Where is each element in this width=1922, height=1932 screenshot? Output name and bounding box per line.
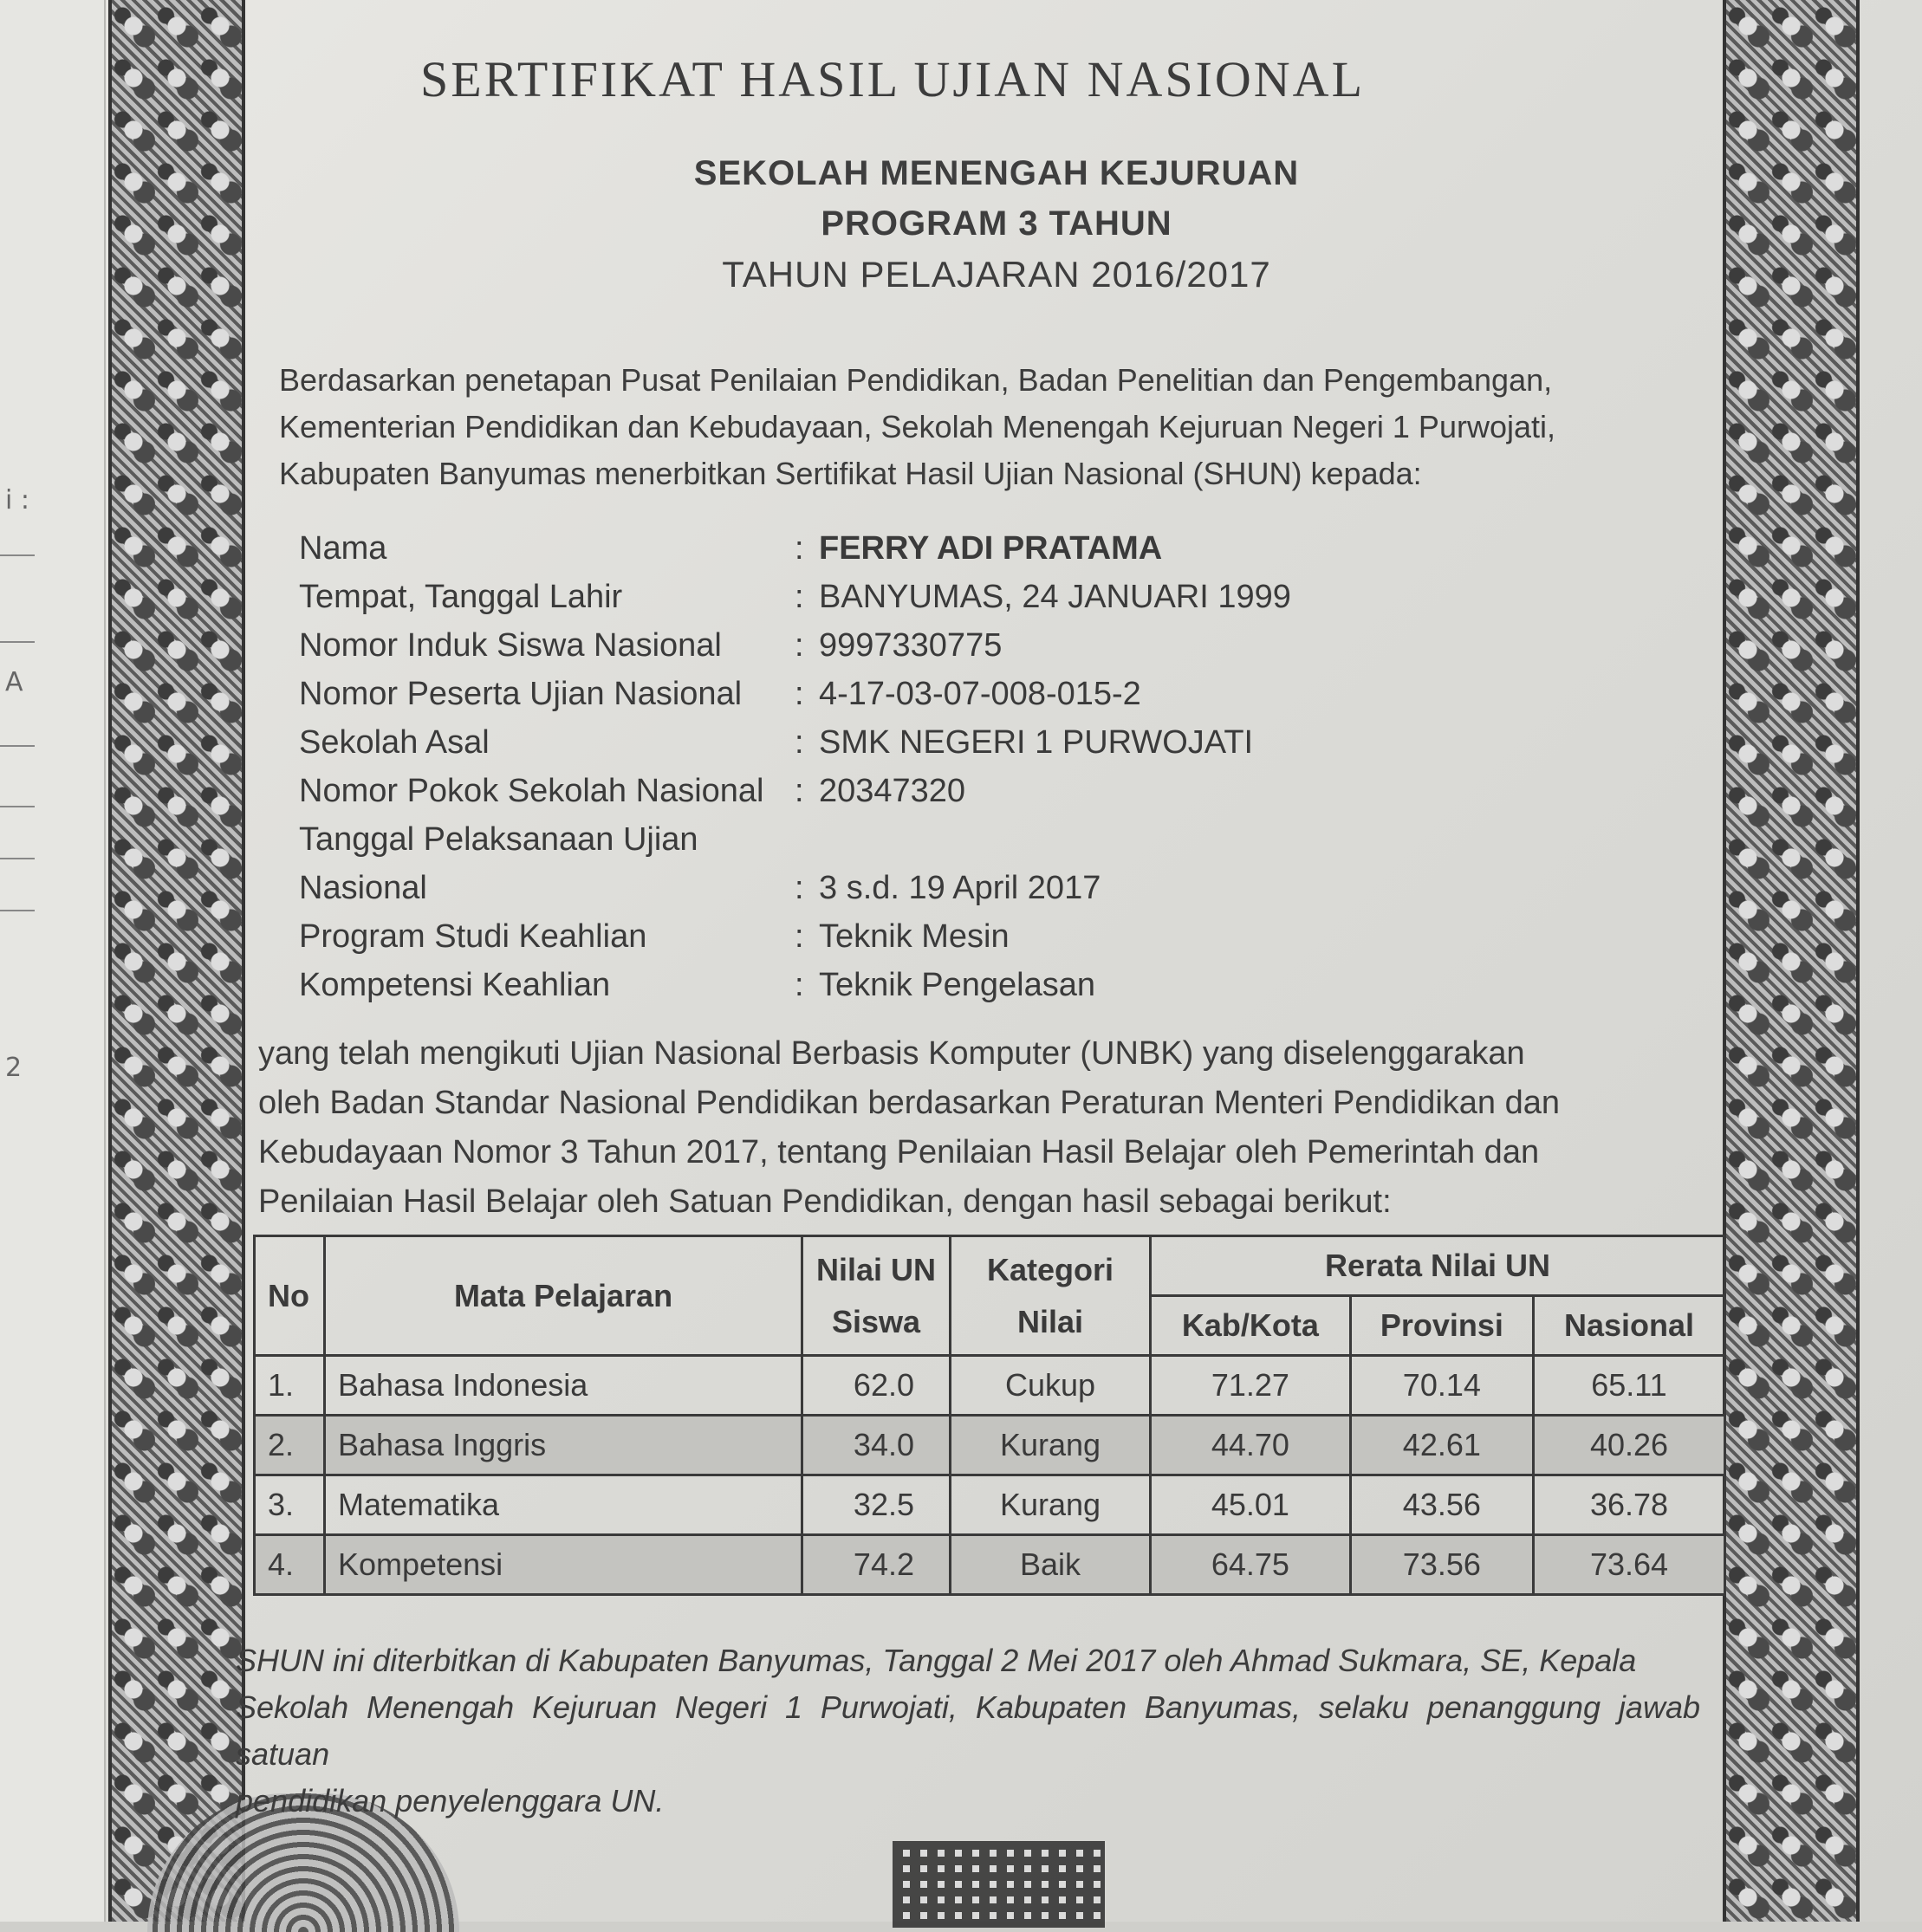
identity-row xyxy=(299,579,1685,627)
identity-colon: : xyxy=(795,676,804,712)
identity-value: FERRY ADI PRATAMA xyxy=(819,530,1163,567)
body-line: Kebudayaan Nomor 3 Tahun 2017, tentang Penilaian Hasil Belajar oleh Pemerintah dan xyxy=(258,1134,1540,1170)
identity-row xyxy=(299,530,1685,579)
table-row xyxy=(255,1535,1725,1595)
academic-year: TAHUN PELAJARAN 2016/2017 xyxy=(722,254,1271,295)
header-prov: Provinsi xyxy=(1350,1296,1533,1356)
header-category-line: Nilai xyxy=(1016,1303,1084,1339)
cell-subject: Kompetensi xyxy=(325,1535,802,1595)
body-line: Penilaian Hasil Belajar oleh Satuan Pendidikan, dengan hasil sebagai berikut: xyxy=(258,1183,1392,1220)
header-subject: Mata Pelajaran xyxy=(325,1236,802,1356)
school-type: SEKOLAH MENENGAH KEJURUAN xyxy=(693,154,1300,192)
header-average: Rerata Nilai UN xyxy=(1151,1236,1725,1296)
identity-label: Nama xyxy=(299,530,387,567)
footer-paragraph xyxy=(236,1637,1700,1825)
cell-prov: 73.56 xyxy=(1350,1535,1533,1595)
identity-value: 9997330775 xyxy=(819,627,1003,664)
table-row xyxy=(255,1416,1725,1475)
identity-colon: : xyxy=(795,773,804,809)
identity-row xyxy=(299,627,1685,676)
footer-line: Sekolah Menengah Kejuruan Negeri 1 Purwojati, Kabupaten Banyumas, selaku penanggung jawab satuan xyxy=(236,1689,1700,1772)
identity-colon: : xyxy=(795,530,804,567)
body-line: yang telah mengikuti Ujian Nasional Berbasis Komputer (UNBK) yang diselenggarakan xyxy=(258,1035,1525,1072)
identity-row xyxy=(299,967,1685,1015)
cell-no: 1. xyxy=(255,1356,325,1416)
adjacent-text: 2 xyxy=(5,1053,23,1083)
identity-value: 20347320 xyxy=(819,773,966,809)
intro-line: Kabupaten Banyumas menerbitkan Sertifikat Hasil Ujian Nasional (SHUN) kepada: xyxy=(279,456,1422,491)
footer-line: SHUN ini diterbitkan di Kabupaten Banyumas, Tanggal 2 Mei 2017 oleh Ahmad Sukmara, SE, Kepala xyxy=(236,1643,1637,1678)
adjacent-text: A xyxy=(5,667,23,697)
body-paragraph xyxy=(258,1029,1714,1227)
identity-value: 3 s.d. 19 April 2017 xyxy=(819,870,1101,906)
cell-kab: 45.01 xyxy=(1151,1475,1351,1535)
intro-paragraph xyxy=(279,357,1687,497)
header-score xyxy=(802,1236,951,1356)
table-row xyxy=(255,1356,1725,1416)
identity-colon: : xyxy=(795,918,804,955)
identity-colon: : xyxy=(795,627,804,664)
header-kab: Kab/Kota xyxy=(1151,1296,1351,1356)
results-table xyxy=(253,1235,1726,1596)
identity-row xyxy=(299,918,1685,967)
identity-label: Nomor Pokok Sekolah Nasional xyxy=(299,773,764,809)
identity-row xyxy=(299,676,1685,724)
identity-label: Kompetensi Keahlian xyxy=(299,967,611,1003)
header-category-line: Kategori xyxy=(986,1251,1114,1287)
identity-label: Tanggal Pelaksanaan Ujian xyxy=(299,821,698,858)
cell-prov: 43.56 xyxy=(1350,1475,1533,1535)
cell-score: 34.0 xyxy=(802,1416,951,1475)
identity-colon: : xyxy=(795,870,804,906)
identity-label: Tempat, Tanggal Lahir xyxy=(299,579,623,615)
cell-category: Baik xyxy=(951,1535,1151,1595)
cell-category: Kurang xyxy=(951,1475,1151,1535)
body-line: oleh Badan Standar Nasional Pendidikan berdasarkan Peraturan Menteri Pendidikan dan xyxy=(258,1085,1561,1121)
identity-value: SMK NEGERI 1 PURWOJATI xyxy=(819,724,1254,761)
cell-kab: 64.75 xyxy=(1151,1535,1351,1595)
cell-score: 32.5 xyxy=(802,1475,951,1535)
program: PROGRAM 3 TAHUN xyxy=(821,204,1172,243)
cell-nas: 65.11 xyxy=(1533,1356,1724,1416)
cell-nas: 40.26 xyxy=(1533,1416,1724,1475)
header-score-line: Siswa xyxy=(831,1303,921,1339)
cell-no: 2. xyxy=(255,1416,325,1475)
cell-subject: Matematika xyxy=(325,1475,802,1535)
cell-score: 62.0 xyxy=(802,1356,951,1416)
identity-row xyxy=(299,724,1685,773)
footer-line: pendidikan penyelenggara UN. xyxy=(236,1783,665,1819)
cell-subject: Bahasa Indonesia xyxy=(325,1356,802,1416)
identity-colon: : xyxy=(795,967,804,1003)
certificate-title: SERTIFIKAT HASIL UJIAN NASIONAL xyxy=(419,51,1366,107)
intro-line: Kementerian Pendidikan dan Kebudayaan, Sekolah Menengah Kejuruan Negeri 1 Purwojati, xyxy=(279,409,1555,444)
identity-value: Teknik Mesin xyxy=(819,918,1010,955)
cell-kab: 44.70 xyxy=(1151,1416,1351,1475)
cell-prov: 42.61 xyxy=(1350,1416,1533,1475)
header-score-line: Nilai UN xyxy=(815,1251,937,1287)
identity-label: Nasional xyxy=(299,870,427,906)
cell-nas: 73.64 xyxy=(1533,1535,1724,1595)
identity-value: BANYUMAS, 24 JANUARI 1999 xyxy=(819,579,1291,615)
identity-label: Sekolah Asal xyxy=(299,724,490,761)
identity-row xyxy=(299,821,1685,870)
identity-value: 4-17-03-07-008-015-2 xyxy=(819,676,1141,712)
adjacent-text: i : xyxy=(5,485,29,515)
identity-row xyxy=(299,773,1685,821)
cell-category: Cukup xyxy=(951,1356,1151,1416)
identity-label: Program Studi Keahlian xyxy=(299,918,647,955)
cell-category: Kurang xyxy=(951,1416,1151,1475)
cell-subject: Bahasa Inggris xyxy=(325,1416,802,1475)
intro-line: Berdasarkan penetapan Pusat Penilaian Pendidikan, Badan Penelitian dan Pengembangan, xyxy=(279,362,1553,398)
header-no: No xyxy=(255,1236,325,1356)
cell-score: 74.2 xyxy=(802,1535,951,1595)
identity-label: Nomor Peserta Ujian Nasional xyxy=(299,676,743,712)
cell-prov: 70.14 xyxy=(1350,1356,1533,1416)
cell-no: 3. xyxy=(255,1475,325,1535)
cell-nas: 36.78 xyxy=(1533,1475,1724,1535)
cell-kab: 71.27 xyxy=(1151,1356,1351,1416)
table-row xyxy=(255,1475,1725,1535)
header-category xyxy=(951,1236,1151,1356)
header-nas: Nasional xyxy=(1533,1296,1724,1356)
table-header-row xyxy=(255,1236,1725,1296)
identity-colon: : xyxy=(795,579,804,615)
identity-value: Teknik Pengelasan xyxy=(819,967,1095,1003)
identity-label: Nomor Induk Siswa Nasional xyxy=(299,627,722,664)
identity-colon: : xyxy=(795,724,804,761)
identity-row xyxy=(299,870,1685,918)
cell-no: 4. xyxy=(255,1535,325,1595)
